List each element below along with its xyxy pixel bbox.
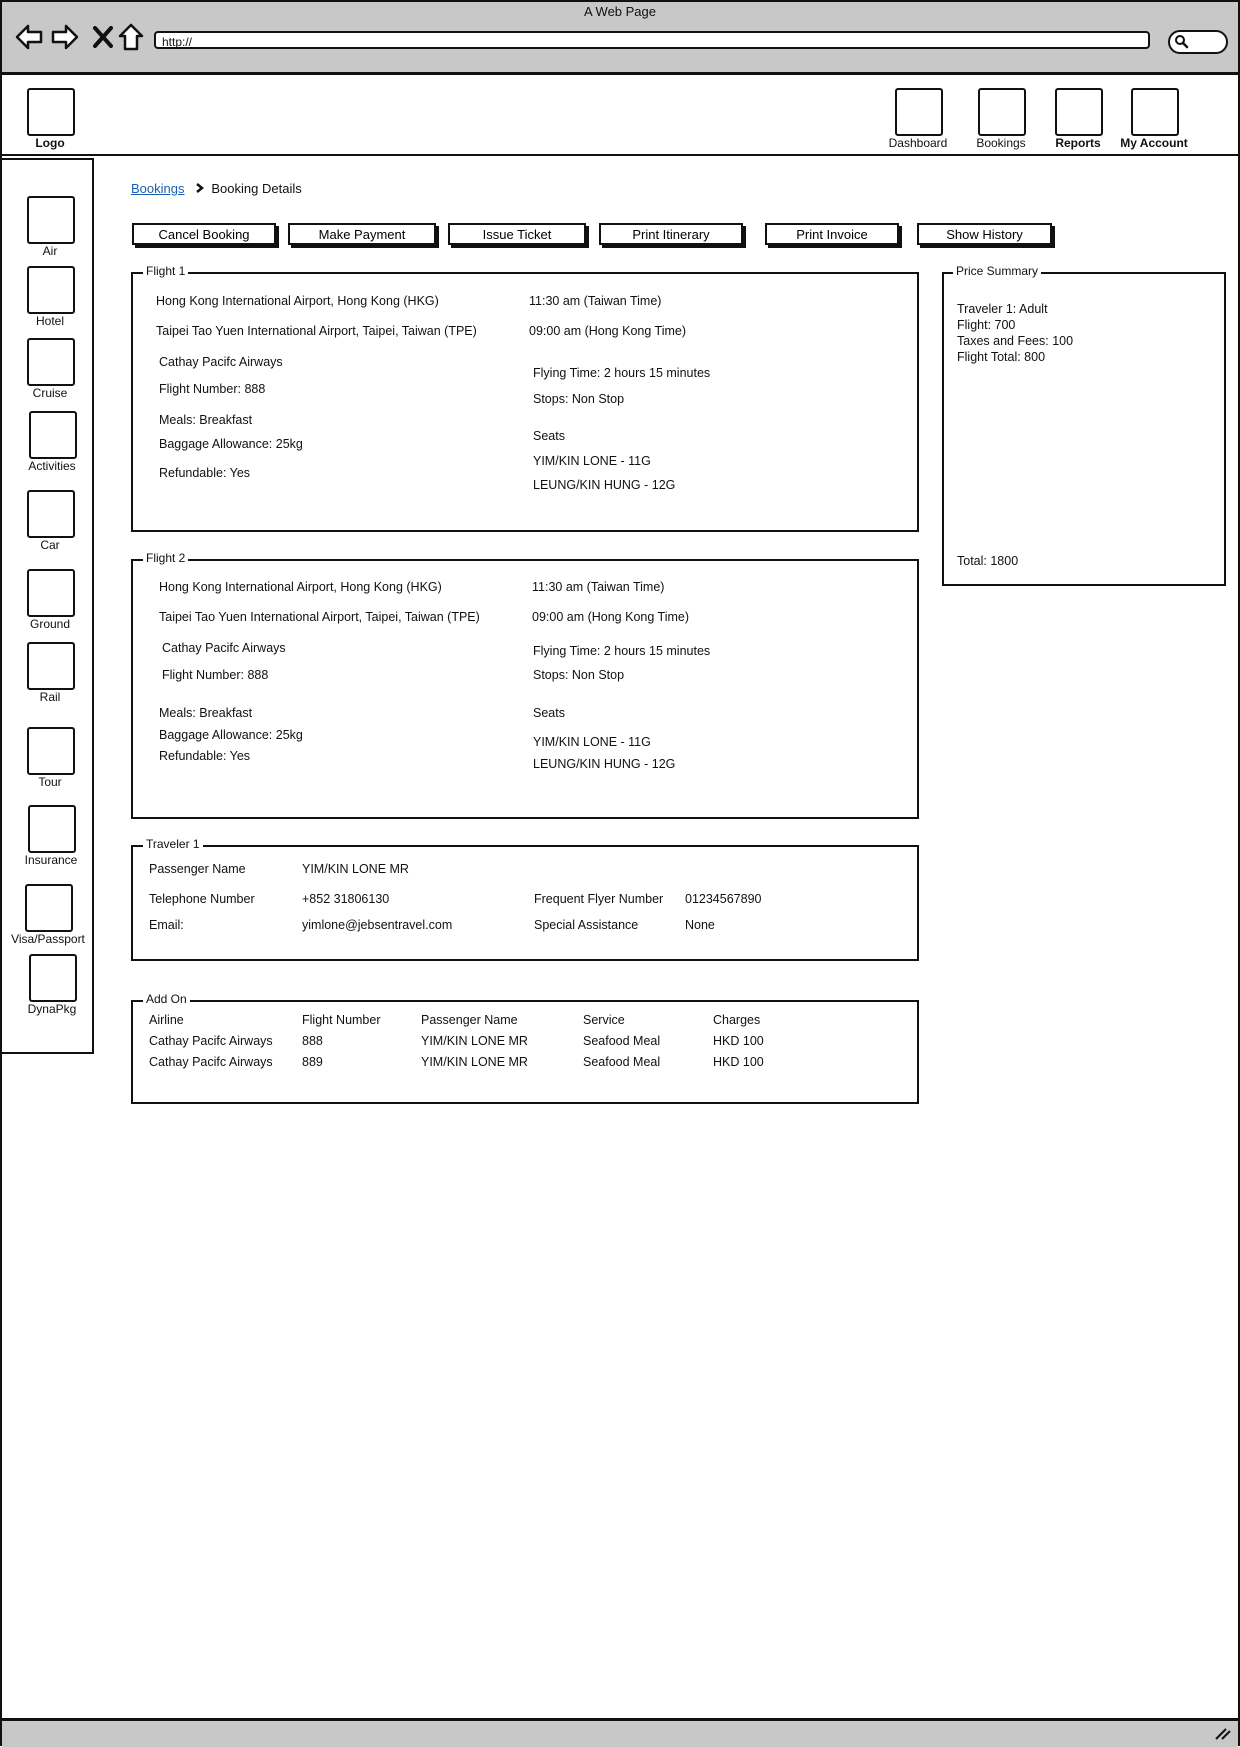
stops: Stops: Non Stop	[533, 392, 625, 406]
special-assistance-value: None	[685, 918, 715, 932]
sidebar-item-label: Cruise	[32, 386, 68, 400]
nav-my-account[interactable]	[1104, 88, 1204, 152]
flight-number: Flight Number: 888	[159, 382, 266, 396]
telephone-label: Telephone Number	[149, 892, 255, 906]
address-bar[interactable]: http://	[154, 31, 1150, 49]
price-line: Traveler 1: Adult	[957, 302, 1048, 316]
table-cell: 889	[302, 1055, 323, 1069]
flight-2-panel	[131, 559, 919, 819]
arrival-airport: Taipei Tao Yuen International Airport, Taipei, Taiwan (TPE)	[156, 324, 477, 338]
breadcrumb-current: Booking Details	[211, 181, 302, 196]
refundable: Refundable: Yes	[159, 466, 251, 480]
sidebar-item-label: Activities	[28, 459, 76, 473]
price-line: Flight Total: 800	[957, 350, 1046, 364]
meals: Meals: Breakfast	[159, 413, 253, 427]
table-cell: YIM/KIN LONE MR	[421, 1034, 528, 1048]
reports-icon	[1055, 88, 1103, 136]
show-history-button[interactable]: Show History	[917, 223, 1052, 245]
meals: Meals: Breakfast	[159, 706, 253, 720]
nav-label: Reports	[1055, 136, 1101, 150]
cancel-booking-button[interactable]: Cancel Booking	[132, 223, 276, 245]
seats-label: Seats	[533, 429, 565, 443]
sidebar-item-label: Visa/Passport	[11, 932, 85, 946]
print-itinerary-button[interactable]: Print Itinerary	[599, 223, 743, 245]
nav-label: Bookings	[976, 136, 1026, 150]
back-arrow-icon[interactable]	[14, 22, 44, 52]
arrival-time: 09:00 am (Hong Kong Time)	[532, 610, 690, 624]
flight-1-panel	[131, 272, 919, 532]
stops: Stops: Non Stop	[533, 668, 625, 682]
insurance-icon	[28, 805, 76, 853]
frequent-flyer-label: Frequent Flyer Number	[534, 892, 664, 906]
nav-label: Dashboard	[888, 136, 948, 150]
sidebar-item-label: Car	[40, 538, 60, 552]
sidebar-item-label: Air	[42, 244, 58, 258]
browser-search-field[interactable]	[1168, 30, 1228, 54]
sidebar-item-ground[interactable]	[0, 569, 100, 631]
sidebar-item-tour[interactable]	[0, 727, 100, 789]
cruise-icon	[27, 338, 75, 386]
flying-time: Flying Time: 2 hours 15 minutes	[533, 366, 711, 380]
account-icon	[1131, 88, 1179, 136]
sidebar-item-visa-passport[interactable]	[0, 884, 98, 946]
sidebar-item-label: Tour	[38, 775, 62, 789]
arrival-time: 09:00 am (Hong Kong Time)	[529, 324, 687, 338]
sidebar-item-label: Insurance	[24, 853, 78, 867]
activities-icon	[29, 411, 77, 459]
departure-time: 11:30 am (Taiwan Time)	[532, 580, 665, 594]
panel-legend: Price Summary	[953, 264, 1041, 278]
table-row	[131, 1053, 919, 1073]
search-icon	[1173, 33, 1189, 49]
make-payment-button[interactable]: Make Payment	[288, 223, 436, 245]
baggage-allowance: Baggage Allowance: 25kg	[159, 728, 303, 742]
sidebar-item-dynapkg[interactable]	[2, 954, 102, 1016]
table-cell: HKD 100	[713, 1034, 764, 1048]
seat-assignment: LEUNG/KIN HUNG - 12G	[533, 757, 676, 771]
visa-passport-icon	[25, 884, 73, 932]
seats-label: Seats	[533, 706, 565, 720]
passenger-name-value: YIM/KIN LONE MR	[302, 862, 409, 876]
refundable: Refundable: Yes	[159, 749, 251, 763]
sidebar-item-car[interactable]	[0, 490, 100, 552]
sidebar-item-label: Ground	[29, 617, 71, 631]
table-header: Airline	[149, 1013, 184, 1027]
print-invoice-button[interactable]: Print Invoice	[765, 223, 899, 245]
price-line: Flight: 700	[957, 318, 1016, 332]
table-header: Passenger Name	[421, 1013, 518, 1027]
table-header: Service	[583, 1013, 625, 1027]
car-icon	[27, 490, 75, 538]
sidebar-item-air[interactable]	[0, 196, 100, 258]
table-header: Charges	[713, 1013, 761, 1027]
email-label: Email:	[149, 918, 184, 932]
arrival-airport: Taipei Tao Yuen International Airport, Taipei, Taiwan (TPE)	[159, 610, 480, 624]
email-value: yimlone@jebsentravel.com	[302, 918, 453, 932]
panel-legend: Flight 2	[143, 551, 188, 565]
baggage-allowance: Baggage Allowance: 25kg	[159, 437, 303, 451]
price-total: Total: 1800	[957, 554, 1019, 568]
bookings-icon	[978, 88, 1026, 136]
special-assistance-label: Special Assistance	[534, 918, 639, 932]
sidebar-item-activities[interactable]	[2, 411, 102, 473]
sidebar-item-insurance[interactable]	[1, 805, 101, 867]
table-row	[131, 1032, 919, 1052]
forward-arrow-icon[interactable]	[50, 22, 80, 52]
panel-legend: Traveler 1	[143, 837, 203, 851]
frequent-flyer-value: 01234567890	[685, 892, 762, 906]
table-cell: 888	[302, 1034, 323, 1048]
flying-time: Flying Time: 2 hours 15 minutes	[533, 644, 711, 658]
ground-icon	[27, 569, 75, 617]
departure-time: 11:30 am (Taiwan Time)	[529, 294, 662, 308]
sidebar-item-hotel[interactable]	[0, 266, 100, 328]
issue-ticket-button[interactable]: Issue Ticket	[448, 223, 586, 245]
close-icon[interactable]	[88, 22, 118, 52]
tour-icon	[27, 727, 75, 775]
breadcrumb	[131, 180, 302, 198]
rail-icon	[27, 642, 75, 690]
logo-image	[27, 88, 75, 136]
seat-assignment: LEUNG/KIN HUNG - 12G	[533, 478, 676, 492]
departure-airport: Hong Kong International Airport, Hong Kong (HKG)	[156, 294, 439, 308]
nav-label: My Account	[1120, 136, 1188, 150]
table-cell: HKD 100	[713, 1055, 764, 1069]
home-icon[interactable]	[116, 22, 146, 52]
flight-number: Flight Number: 888	[162, 668, 269, 682]
airline-name: Cathay Pacifc Airways	[159, 355, 283, 369]
sidebar-item-label: Rail	[39, 690, 61, 704]
table-cell: Cathay Pacifc Airways	[149, 1055, 273, 1069]
sidebar-item-cruise[interactable]	[0, 338, 100, 400]
sidebar-item-label: Hotel	[35, 314, 64, 328]
air-icon	[27, 196, 75, 244]
status-bar	[2, 1718, 1238, 1747]
telephone-value: +852 31806130	[302, 892, 390, 906]
chevron-right-icon	[195, 183, 205, 193]
table-cell: YIM/KIN LONE MR	[421, 1055, 528, 1069]
passenger-name-label: Passenger Name	[149, 862, 246, 876]
table-cell: Seafood Meal	[583, 1055, 661, 1069]
table-cell: Seafood Meal	[583, 1034, 661, 1048]
table-header: Flight Number	[302, 1013, 381, 1027]
airline-name: Cathay Pacifc Airways	[162, 641, 286, 655]
seat-assignment: YIM/KIN LONE - 11G	[533, 454, 651, 468]
logo-label: Logo	[35, 136, 65, 150]
sidebar-item-label: DynaPkg	[27, 1002, 77, 1016]
price-line: Taxes and Fees: 100	[957, 334, 1074, 348]
breadcrumb-bookings-link[interactable]: Bookings	[131, 181, 185, 196]
resize-grip-icon[interactable]	[1212, 1725, 1232, 1741]
panel-legend: Flight 1	[143, 264, 188, 278]
table-cell: Cathay Pacifc Airways	[149, 1034, 273, 1048]
hotel-icon	[27, 266, 75, 314]
panel-legend: Add On	[143, 992, 190, 1006]
add-on-panel	[131, 1000, 919, 1104]
departure-airport: Hong Kong International Airport, Hong Kong (HKG)	[159, 580, 442, 594]
dashboard-icon	[895, 88, 943, 136]
window-title: A Web Page	[583, 4, 657, 19]
dynapkg-icon	[29, 954, 77, 1002]
sidebar-item-rail[interactable]	[0, 642, 100, 704]
seat-assignment: YIM/KIN LONE - 11G	[533, 735, 651, 749]
